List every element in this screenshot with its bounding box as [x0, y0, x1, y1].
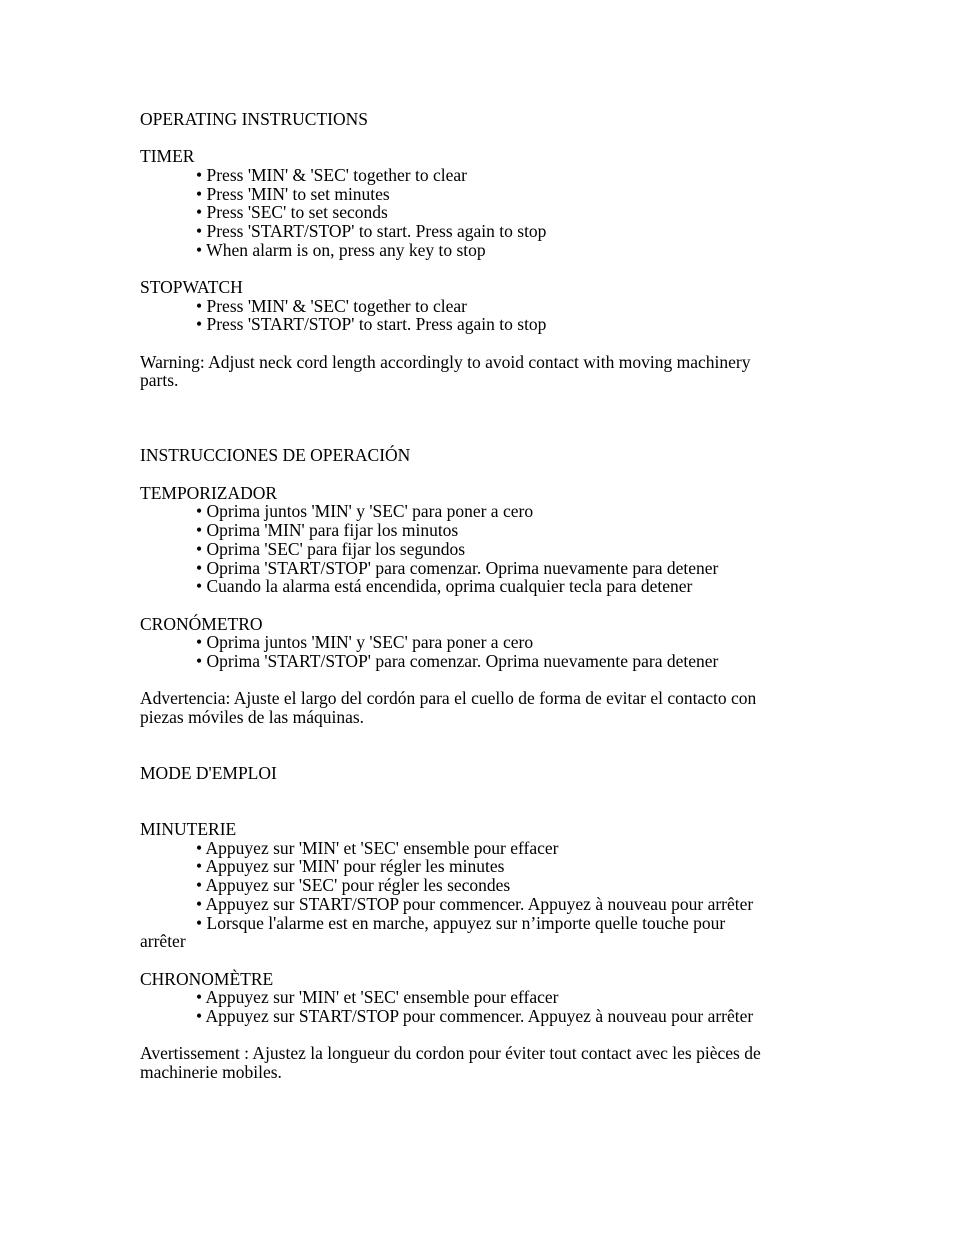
french-stopwatch-title: CHRONOMÈTRE — [140, 969, 274, 989]
french-heading: MODE D'EMPLOI — [140, 763, 277, 783]
spanish-timer-title: TEMPORIZADOR — [140, 483, 278, 503]
spanish-timer-item: • Oprima juntos 'MIN' y 'SEC' para poner a cero — [196, 501, 534, 521]
french-timer-item-wrap: arrêter — [140, 931, 186, 951]
english-timer-item: • Press 'SEC' to set seconds — [196, 202, 388, 222]
french-timer-item: • Appuyez sur 'SEC' pour régler les secondes — [196, 875, 511, 895]
french-warning-line1: Avertissement : Ajustez la longueur du cordon pour éviter tout contact avec les pièces de — [140, 1043, 761, 1063]
french-stopwatch-item: • Appuyez sur 'MIN' et 'SEC' ensemble pour effacer — [196, 987, 559, 1007]
spanish-timer-item: • Oprima 'SEC' para fijar los segundos — [196, 539, 466, 559]
spanish-stopwatch-item: • Oprima 'START/STOP' para comenzar. Oprima nuevamente para detener — [196, 651, 719, 671]
french-stopwatch-item: • Appuyez sur START/STOP pour commencer. Appuyez à nouveau pour arrêter — [196, 1006, 754, 1026]
french-timer-item: • Lorsque l'alarme est en marche, appuyez sur n’importe quelle touche pour — [196, 913, 726, 933]
spanish-heading: INSTRUCCIONES DE OPERACIÓN — [140, 445, 411, 465]
english-timer-item: • Press 'MIN' to set minutes — [196, 184, 390, 204]
english-stopwatch-item: • Press 'START/STOP' to start. Press again to stop — [196, 314, 547, 334]
spanish-stopwatch-title: CRONÓMETRO — [140, 614, 263, 634]
spanish-warning-line1: Advertencia: Ajuste el largo del cordón para el cuello de forma de evitar el contacto con — [140, 688, 757, 708]
english-timer-title: TIMER — [140, 146, 195, 166]
english-timer-item: • Press 'MIN' & 'SEC' together to clear — [196, 165, 467, 185]
french-timer-item: • Appuyez sur START/STOP pour commencer. Appuyez à nouveau pour arrêter — [196, 894, 754, 914]
french-timer-title: MINUTERIE — [140, 819, 237, 839]
english-warning-line1: Warning: Adjust neck cord length accordingly to avoid contact with moving machinery — [140, 352, 751, 372]
spanish-timer-item: • Cuando la alarma está encendida, oprima cualquier tecla para detener — [196, 576, 693, 596]
english-heading: OPERATING INSTRUCTIONS — [140, 109, 368, 129]
spanish-timer-item: • Oprima 'MIN' para fijar los minutos — [196, 520, 459, 540]
spanish-stopwatch-item: • Oprima juntos 'MIN' y 'SEC' para poner a cero — [196, 632, 534, 652]
english-warning-line2: parts. — [140, 370, 179, 390]
english-timer-item: • Press 'START/STOP' to start. Press again to stop — [196, 221, 547, 241]
french-timer-item: • Appuyez sur 'MIN' et 'SEC' ensemble pour effacer — [196, 838, 559, 858]
french-timer-item: • Appuyez sur 'MIN' pour régler les minutes — [196, 856, 505, 876]
english-stopwatch-title: STOPWATCH — [140, 277, 243, 297]
french-warning-line2: machinerie mobiles. — [140, 1062, 282, 1082]
spanish-warning-line2: piezas móviles de las máquinas. — [140, 707, 365, 727]
english-timer-item: • When alarm is on, press any key to stop — [196, 240, 486, 260]
english-stopwatch-item: • Press 'MIN' & 'SEC' together to clear — [196, 296, 467, 316]
spanish-timer-item: • Oprima 'START/STOP' para comenzar. Oprima nuevamente para detener — [196, 558, 719, 578]
